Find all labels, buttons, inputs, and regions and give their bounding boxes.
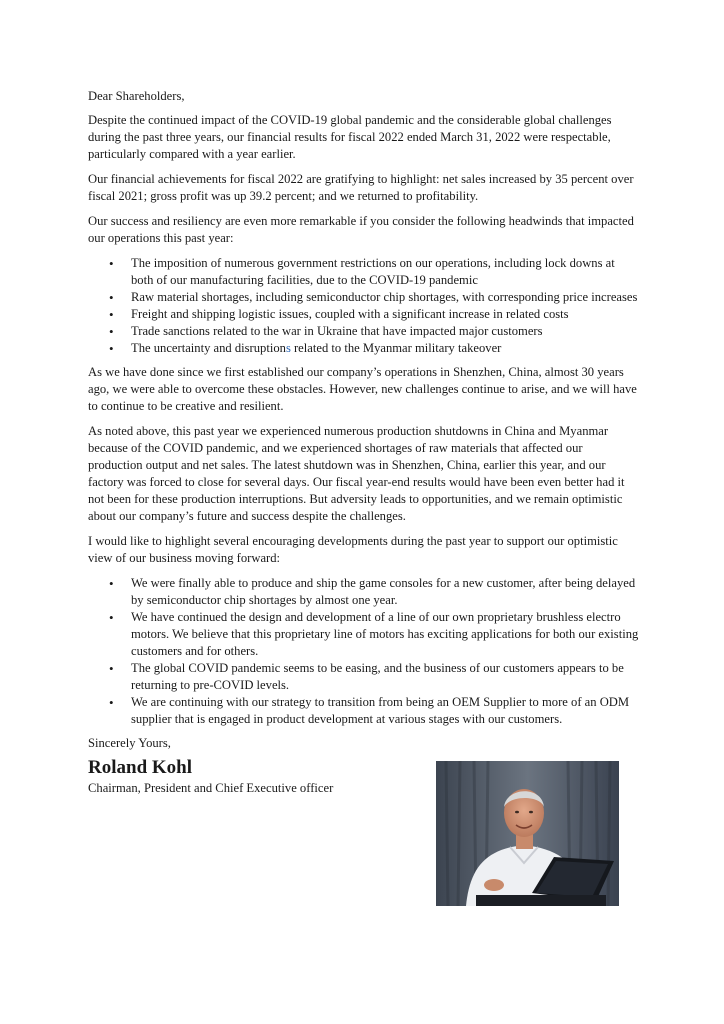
signoff: Sincerely Yours,: [88, 736, 171, 750]
list-item: • We are continuing with our strategy to transition from being an OEM Supplier to more of an ODM supplier that is engaged in product development at various stages with our customers.: [131, 694, 640, 728]
signer-title: Chairman, President and Chief Executive officer: [88, 781, 334, 795]
letter-body: [88, 88, 640, 797]
signer-name: Roland Kohl: [88, 757, 193, 778]
portrait-illustration: [436, 761, 619, 906]
list-item: • The global COVID pandemic seems to be easing, and the business of our customers appears to be returning to pre-COVID levels.: [131, 660, 640, 694]
greeting: Dear Shareholders,: [88, 89, 185, 103]
list-item: • Trade sanctions related to the war in Ukraine that have impacted major customers: [131, 323, 640, 340]
paragraph-developments-intro: I would like to highlight several encouraging developments during the past year to support our optimistic view of our business moving forward:: [88, 534, 618, 565]
paragraph-financial-achievements: Our financial achievements for fiscal 2022 are gratifying to highlight: net sales increased by 35 percent over fiscal 2021; gross profit was up 39.2 percent; and we returned to profitability.: [88, 172, 634, 203]
highlighted-letter: s: [285, 341, 291, 355]
list-item: • Freight and shipping logistic issues, coupled with a significant increase in related costs: [131, 306, 640, 323]
list-item: [131, 340, 640, 357]
headwinds-list: [88, 255, 640, 357]
portrait-photo: [436, 761, 619, 906]
list-item: • The imposition of numerous government restrictions on our operations, including lock downs at both of our manufacturing facilities, due to the COVID-19 pandemic: [131, 255, 640, 289]
list-item-text: The uncertainty and disruption: [131, 341, 286, 355]
list-item-text: related to the Myanmar military takeover: [290, 341, 502, 355]
paragraph-covid-impact: Despite the continued impact of the COVID-19 global pandemic and the considerable global challenges during the past three years, our financial results for fiscal 2022 ended March 31, 2022 were respectable, particularly compared with a year earlier.: [88, 113, 612, 161]
paragraph-production-shutdowns: As noted above, this past year we experienced numerous production shutdowns in China and Myanmar because of the COVID pandemic, and we experienced shortages of raw materials that affected our production output and net sales. The latest shutdown was in Shenzhen, China, earlier this year, and our factory was forced to close for several days. Our fiscal year-end results would have been even better had it not been for these production interruptions. But adversity leads to opportunities, and we remain optimistic about our company’s future and success despite the challenges.: [88, 424, 625, 523]
list-item: • Raw material shortages, including semiconductor chip shortages, with corresponding price increases: [131, 289, 640, 306]
developments-list: [88, 575, 640, 728]
paragraph-overcome-obstacles: As we have done since we first established our company’s operations in Shenzhen, China, almost 30 years ago, we were able to overcome these obstacles. However, new challenges continue to arise, and we will have to continue to be creative and resilient.: [88, 365, 637, 413]
paragraph-headwinds-intro: Our success and resiliency are even more remarkable if you consider the following headwinds that impacted our operations this past year:: [88, 214, 634, 245]
list-item: • We were finally able to produce and ship the game consoles for a new customer, after being delayed by semiconductor chip shortages by almost one year.: [131, 575, 640, 609]
list-item: • We have continued the design and development of a line of our own proprietary brushless electro motors. We believe that this proprietary line of motors has exciting applications for both our existing customers and for others.: [131, 609, 640, 660]
